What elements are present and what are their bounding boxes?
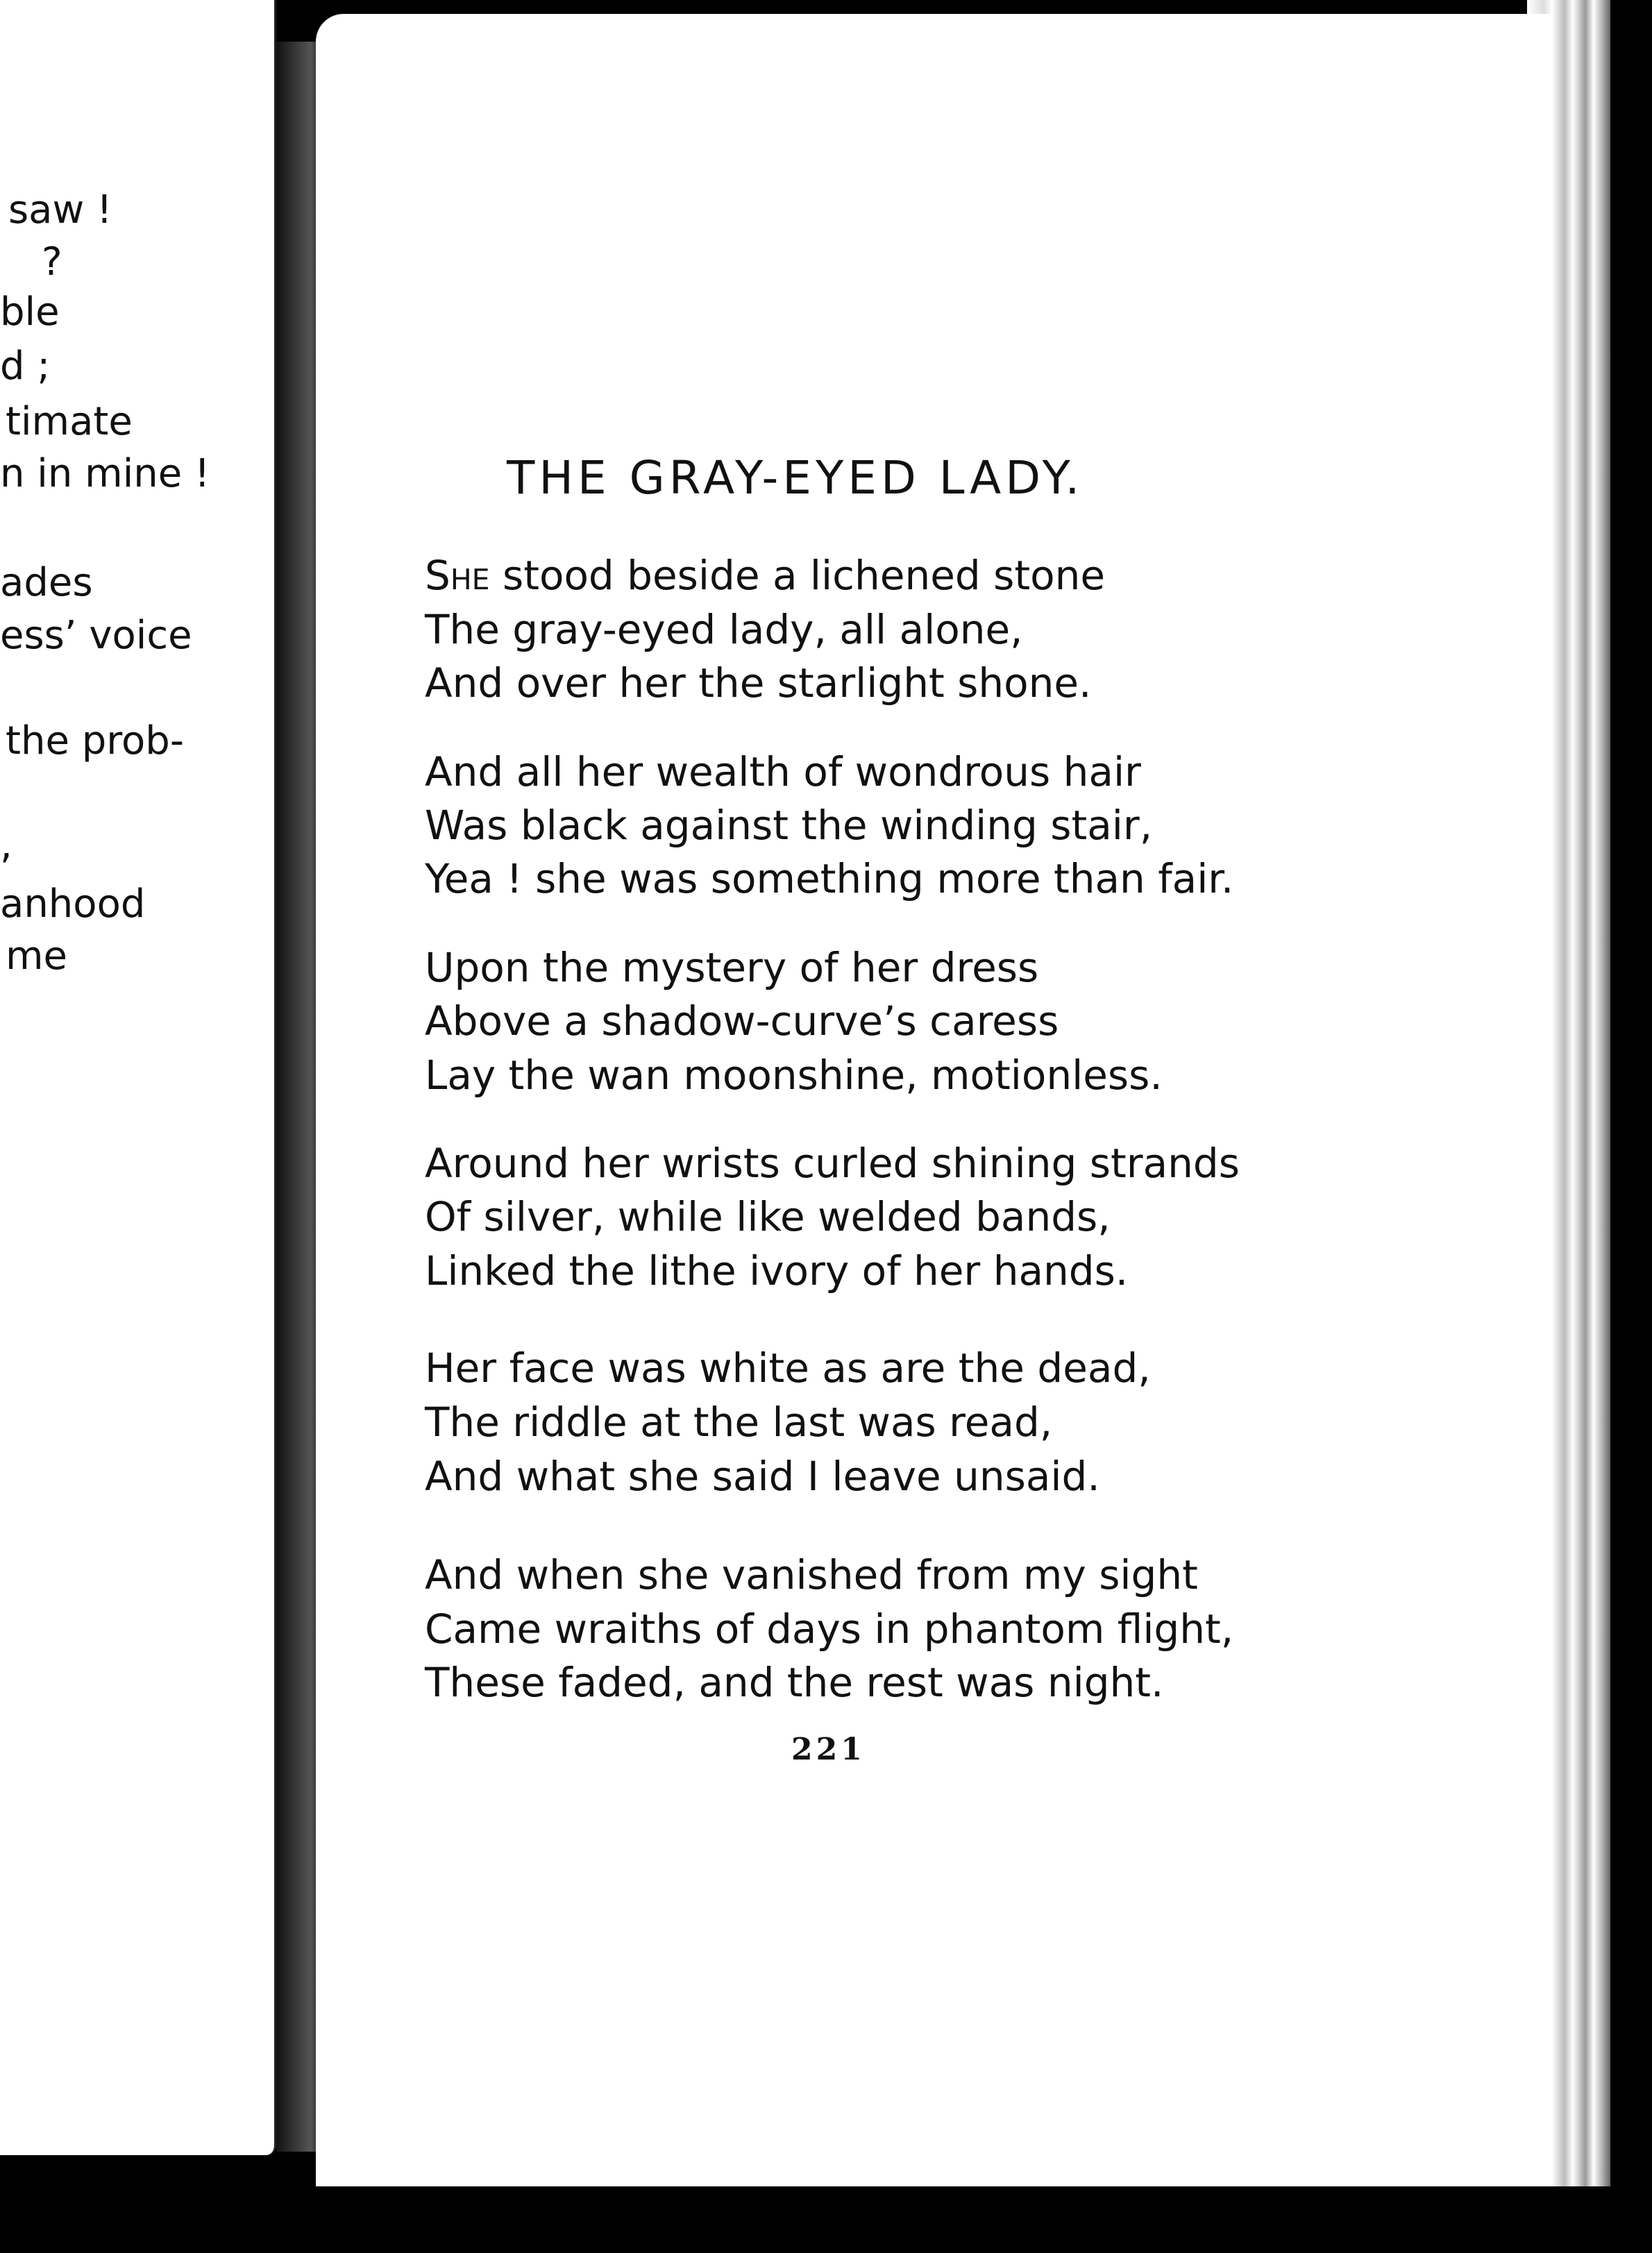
poem-line-text: stood beside a lichened stone [489,552,1106,599]
left-page-line: the prob- [6,718,185,763]
left-page-line: timate [6,399,133,444]
poem-line: The riddle at the last was read, [425,1399,1053,1446]
left-page-line: ess’ voice [0,613,192,658]
left-page-line: ades [0,560,93,605]
poem-line: These faded, and the rest was night. [425,1659,1164,1706]
poem-line: The gray-eyed lady, all alone, [425,606,1023,653]
poem-line: And over her the starlight shone. [425,659,1092,707]
poem-line: Her face was white as are the dead, [425,1344,1151,1392]
left-page-line: ble [0,289,60,335]
poem-title: THE GRAY-EYED LADY. [507,451,1084,505]
left-page-line: d ; [0,344,51,389]
left-page-line: me [6,934,68,979]
left-page-line: ? [42,239,62,285]
poem-line: Was black against the winding stair, [425,802,1153,849]
left-page [0,0,276,2155]
left-page-line: , [0,822,12,868]
first-word: She [425,552,490,599]
page-number: 221 [791,1732,866,1767]
poem-line: Upon the mystery of her dress [425,944,1039,991]
poem-line: And what she said I leave unsaid. [425,1453,1100,1500]
poem-line: Lay the wan moonshine, motionless. [425,1052,1163,1099]
left-page-line: saw ! [8,187,112,233]
left-page-line: anhood [0,881,146,927]
poem-line: Yea ! she was something more than fair. [425,855,1234,902]
poem-line: Above a shadow-curve’s caress [425,997,1059,1045]
poem-line: And all her wealth of wondrous hair [425,748,1141,795]
book-gutter [276,42,319,2152]
poem-line: Around her wrists curled shining strands [425,1140,1240,1187]
poem-line: Linked the lithe ivory of her hands. [425,1247,1129,1294]
poem-line [425,552,1106,599]
right-page [316,14,1551,2186]
left-page-line: n in mine ! [0,451,210,496]
poem-line: And when she vanished from my sight [425,1551,1198,1598]
poem-line: Of silver, while like welded bands, [425,1193,1111,1240]
poem-line: Came wraiths of days in phantom flight, [425,1605,1234,1653]
